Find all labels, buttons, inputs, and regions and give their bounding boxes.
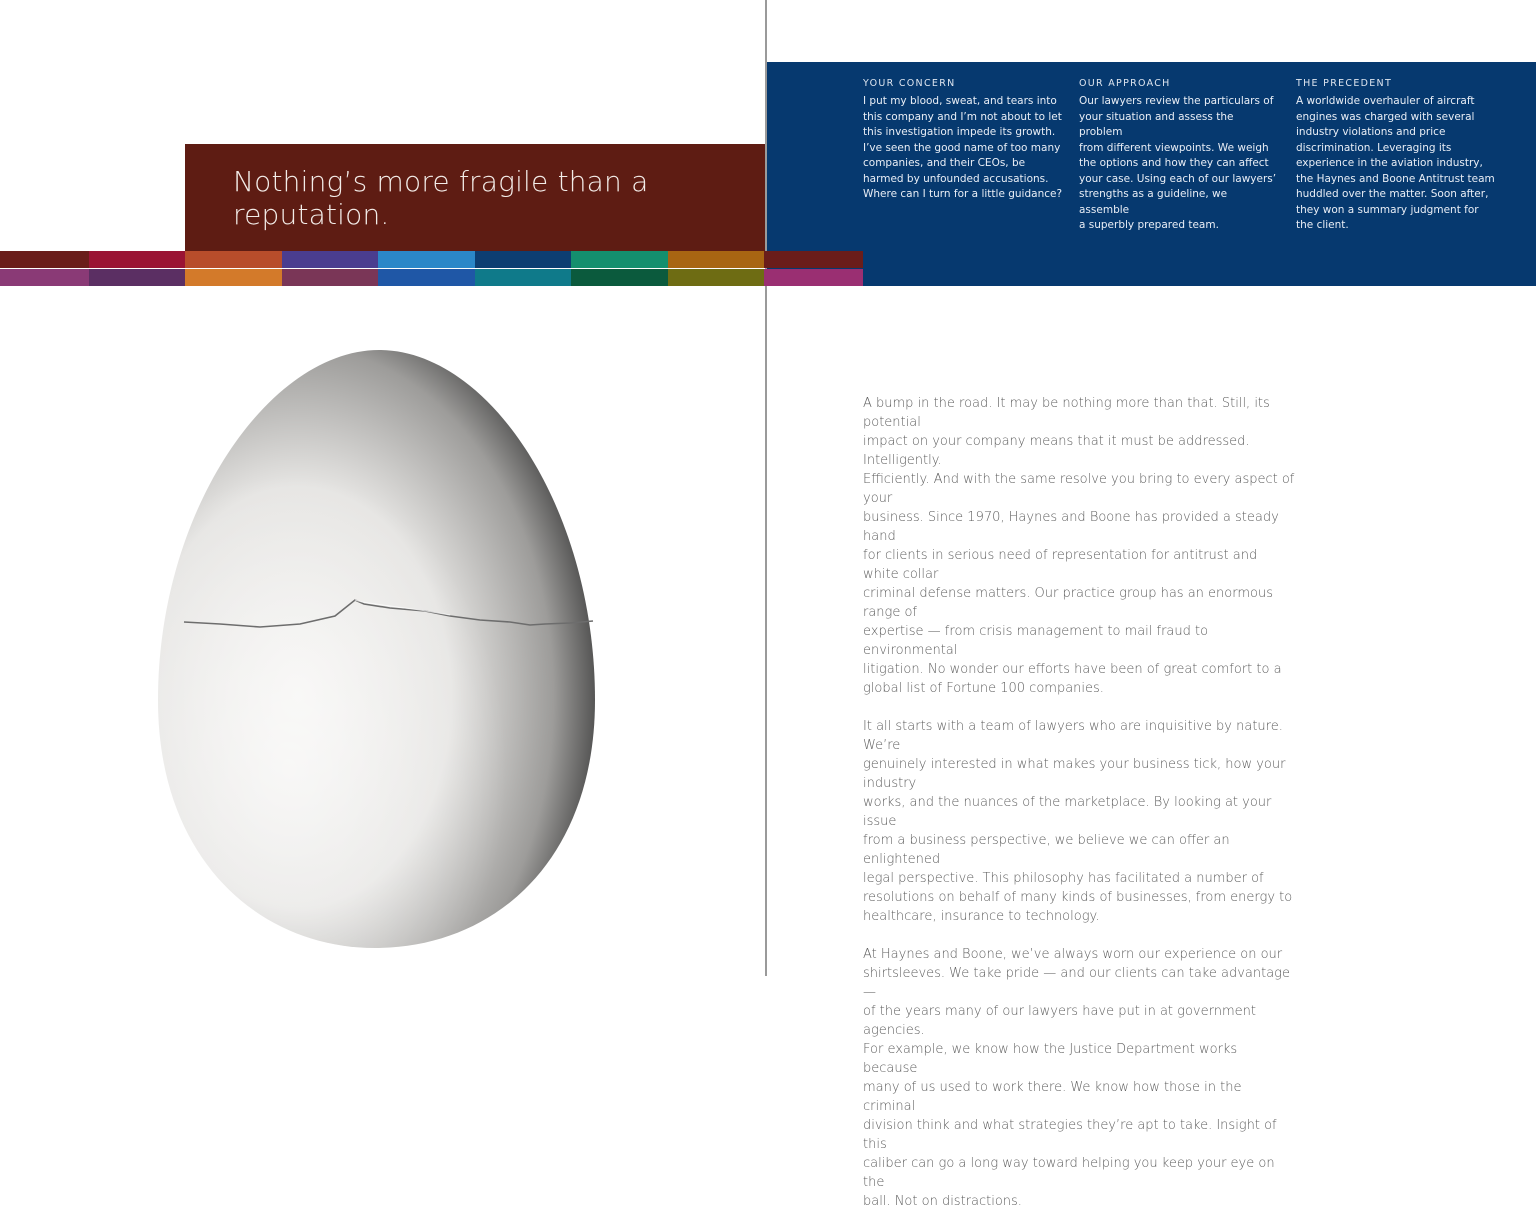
column-text	[1296, 94, 1496, 234]
text-line: from different viewpoints. We weigh	[1079, 141, 1269, 154]
column-text	[1079, 94, 1279, 234]
text-line: genuinely interested in what makes your business tick, how your industry	[863, 757, 1286, 791]
paragraph-1	[863, 394, 1295, 698]
text-line: A bump in the road. It may be nothing more than that. Still, its potential	[863, 396, 1270, 430]
text-line: your case. Using each of our lawyers’	[1079, 172, 1277, 185]
color-stripe	[89, 251, 185, 268]
text-line: works, and the nuances of the marketplace. By looking at your issue	[863, 795, 1272, 829]
color-stripe	[378, 269, 475, 286]
text-line: experience in the aviation industry,	[1296, 157, 1483, 169]
color-stripe	[378, 251, 475, 268]
text-line: Efficiently. And with the same resolve you bring to every aspect of your	[863, 472, 1295, 506]
paragraph-3	[863, 945, 1295, 1211]
text-line: criminal defense matters. Our practice group has an enormous range of	[863, 586, 1273, 620]
text-line: global list of Fortune 100 companies.	[863, 681, 1104, 696]
color-stripe	[89, 269, 185, 286]
text-line: At Haynes and Boone, we’ve always worn our experience on our	[863, 947, 1283, 962]
column-text	[863, 94, 1063, 203]
color-stripe	[764, 251, 863, 268]
text-line: your situation and assess the problem	[1079, 110, 1234, 138]
text-line: discrimination. Leveraging its	[1296, 141, 1452, 154]
text-line: It all starts with a team of lawyers who are inquisitive by nature. We’re	[863, 719, 1283, 753]
text-line: harmed by unfounded accusations.	[863, 172, 1049, 185]
text-line: this investigation impede its growth.	[863, 126, 1056, 138]
text-line: engines was charged with several	[1296, 110, 1475, 123]
column-the-precedent	[1296, 78, 1496, 234]
paragraph-2	[863, 717, 1295, 926]
text-line: legal perspective. This philosophy has facilitated a number of	[863, 871, 1264, 886]
text-line: a superbly prepared team.	[1079, 219, 1219, 231]
color-stripe	[185, 251, 282, 268]
text-line: from a business perspective, we believe we can offer an enlightened	[863, 833, 1230, 867]
text-line: healthcare, insurance to technology.	[863, 909, 1100, 924]
color-stripe	[282, 269, 378, 286]
column-heading: OUR APPROACH	[1079, 78, 1171, 89]
column-heading: THE PRECEDENT	[1296, 78, 1393, 89]
text-line: shirtsleeves. We take pride — and our clients can take advantage —	[863, 966, 1290, 1000]
text-line: division think and what strategies they’re apt to take. Insight of this	[863, 1118, 1277, 1152]
color-stripe	[571, 251, 668, 268]
text-line: many of us used to work there. We know how those in the criminal	[863, 1080, 1242, 1114]
text-line: business. Since 1970, Haynes and Boone has provided a steady hand	[863, 510, 1279, 544]
color-stripe-bar	[0, 251, 863, 286]
text-line: expertise — from crisis management to mail fraud to environmental	[863, 624, 1209, 658]
text-line: for clients in serious need of representation for antitrust and white collar	[863, 548, 1258, 582]
color-stripe	[475, 251, 571, 268]
cracked-egg-image	[150, 340, 610, 960]
column-our-approach	[1079, 78, 1279, 234]
color-stripe	[475, 269, 571, 286]
color-stripe	[668, 269, 764, 286]
color-stripe	[0, 251, 89, 268]
text-line: For example, we know how the Justice Department works because	[863, 1042, 1238, 1076]
text-line: this company and I’m not about to let	[863, 110, 1062, 123]
text-line: impact on your company means that it must be addressed. Intelligently.	[863, 434, 1250, 468]
color-stripe	[571, 269, 668, 286]
text-line: strengths as a guideline, we assemble	[1079, 188, 1228, 216]
text-line: resolutions on behalf of many kinds of businesses, from energy to	[863, 890, 1293, 905]
column-heading: YOUR CONCERN	[863, 78, 956, 89]
headline: Nothing’s more fragile than a reputation.	[233, 164, 649, 231]
text-line: the options and how they can affect	[1079, 157, 1269, 169]
body-copy	[863, 394, 1295, 1230]
color-stripe	[0, 269, 89, 286]
text-line: the client.	[1296, 219, 1349, 231]
text-line: companies, and their CEOs, be	[863, 157, 1026, 169]
text-line: they won a summary judgment for	[1296, 203, 1479, 216]
text-line: Where can I turn for a little guidance?	[863, 188, 1063, 200]
headline-banner	[185, 144, 765, 251]
color-stripe	[764, 269, 863, 286]
egg-illustration	[150, 340, 610, 960]
color-stripe	[668, 251, 764, 268]
text-line: I’ve seen the good name of too many	[863, 141, 1061, 154]
color-stripe	[282, 251, 378, 268]
text-line: ball. Not on distractions.	[863, 1194, 1022, 1209]
text-line: A worldwide overhauler of aircraft	[1296, 95, 1475, 107]
text-line: litigation. No wonder our efforts have been of great comfort to a	[863, 662, 1282, 677]
text-line: of the years many of our lawyers have put in at government agencies.	[863, 1004, 1256, 1038]
column-your-concern	[863, 78, 1063, 203]
text-line: I put my blood, sweat, and tears into	[863, 95, 1057, 107]
color-stripe	[185, 269, 282, 286]
text-line: Our lawyers review the particulars of	[1079, 95, 1274, 107]
text-line: industry violations and price	[1296, 126, 1446, 138]
text-line: huddled over the matter. Soon after,	[1296, 188, 1489, 200]
text-line: caliber can go a long way toward helping you keep your eye on the	[863, 1156, 1275, 1190]
text-line: the Haynes and Boone Antitrust team	[1296, 172, 1495, 185]
